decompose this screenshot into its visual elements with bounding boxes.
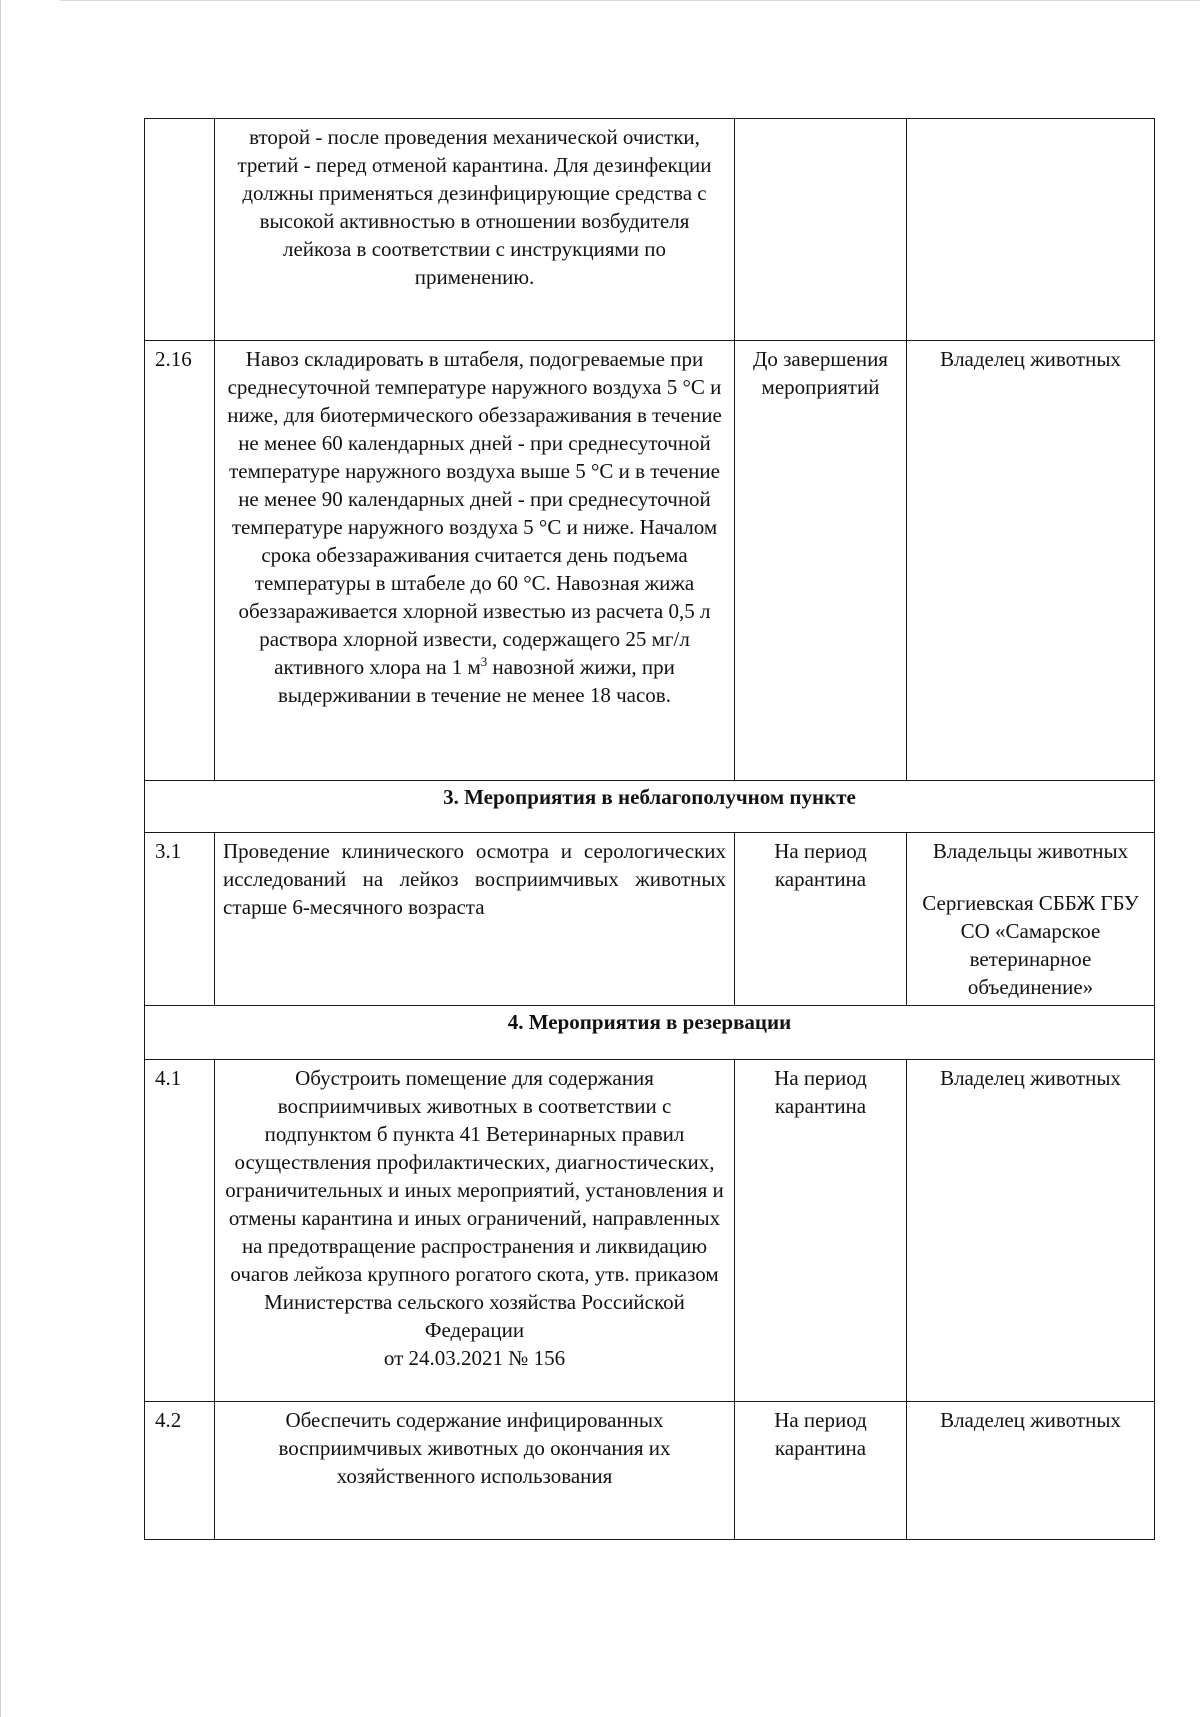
term-cell: На период карантина <box>735 833 907 1006</box>
table-row <box>145 119 1155 341</box>
order-reference: от 24.03.2021 № 156 <box>383 1346 566 1370</box>
term-cell: До завершения мероприятий <box>735 341 907 781</box>
responsible-cell: Владелец животных <box>907 1060 1155 1402</box>
measure-cell: Проведение клинического осмотра и серологических исследований на лейкоз восприимчивых животных старше 6-месячного возраста <box>215 833 735 1006</box>
measures-table <box>144 118 1155 1540</box>
row-number-cell: 4.1 <box>145 1060 215 1402</box>
section-header-row <box>145 781 1155 833</box>
measure-text: Обустроить помещение для содержания восприимчивых животных в соответствии с подпунктом б пункта 41 Ветеринарных правил осуществления профилактических, диагностических, ограничительных и иных мероприятий, установления и отмены карантина и иных ограничений, направленных на предотвращение распространения и ликвидацию очагов лейкоза крупного рогатого скота, утв. приказом Министерства сельского хозяйства Российской Федерации <box>225 1066 724 1342</box>
scan-left-edge <box>0 0 1 1717</box>
section-header-row <box>145 1006 1155 1060</box>
responsible-owner: Владельцы животных <box>932 839 1129 863</box>
responsible-cell <box>907 833 1155 1006</box>
measure-cell: второй - после проведения механической очистки, третий - перед отменой карантина. Для дезинфекции должны применяться дезинфицирующие средства с высокой активностью в отношении возбудителя лейкоза в соответствии с инструкциями по применению. <box>215 119 735 341</box>
table-row <box>145 833 1155 1006</box>
table-row <box>145 341 1155 781</box>
term-cell <box>735 119 907 341</box>
row-number-cell: 4.2 <box>145 1402 215 1540</box>
responsible-service: Сергиевская СББЖ ГБУ СО «Самарское ветеринарное объединение» <box>922 891 1139 999</box>
row-number-cell: 3.1 <box>145 833 215 1006</box>
measure-cell <box>215 1060 735 1402</box>
table-row <box>145 1402 1155 1540</box>
measure-text: Навоз складировать в штабеля, подогреваемые при среднесуточной температуре наружного воздуха 5 °С и ниже, для биотермического обеззараживания в течение не менее 60 календарных дней - при среднесуточной температуре наружного воздуха выше 5 °С и в течение не менее 90 календарных дней - при среднесуточной температуре наружного воздуха 5 °С и ниже. Началом срока обеззараживания считается день подъема температуры в штабеле до 60 °С. Навозная жижа обеззараживается хлорной известью из расчета 0,5 л раствора хлорной извести, содержащего 25 мг/л активного хлора на 1 м <box>227 347 722 679</box>
row-number-cell: 2.16 <box>145 341 215 781</box>
section-title: 3. Мероприятия в неблагополучном пункте <box>145 781 1155 833</box>
row-number-cell <box>145 119 215 341</box>
table-row <box>145 1060 1155 1402</box>
term-cell: На период карантина <box>735 1402 907 1540</box>
term-cell: На период карантина <box>735 1060 907 1402</box>
measure-cell <box>215 341 735 781</box>
responsible-cell: Владелец животных <box>907 341 1155 781</box>
responsible-cell <box>907 119 1155 341</box>
section-title: 4. Мероприятия в резервации <box>145 1006 1155 1060</box>
cubic-superscript: 3 <box>480 654 488 669</box>
measure-cell: Обеспечить содержание инфицированных восприимчивых животных до окончания их хозяйственного использования <box>215 1402 735 1540</box>
responsible-cell: Владелец животных <box>907 1402 1155 1540</box>
scan-top-edge <box>60 0 1200 1</box>
measure-text-end: навозной жижи, при выдерживании в течение не менее 18 часов. <box>278 655 675 707</box>
